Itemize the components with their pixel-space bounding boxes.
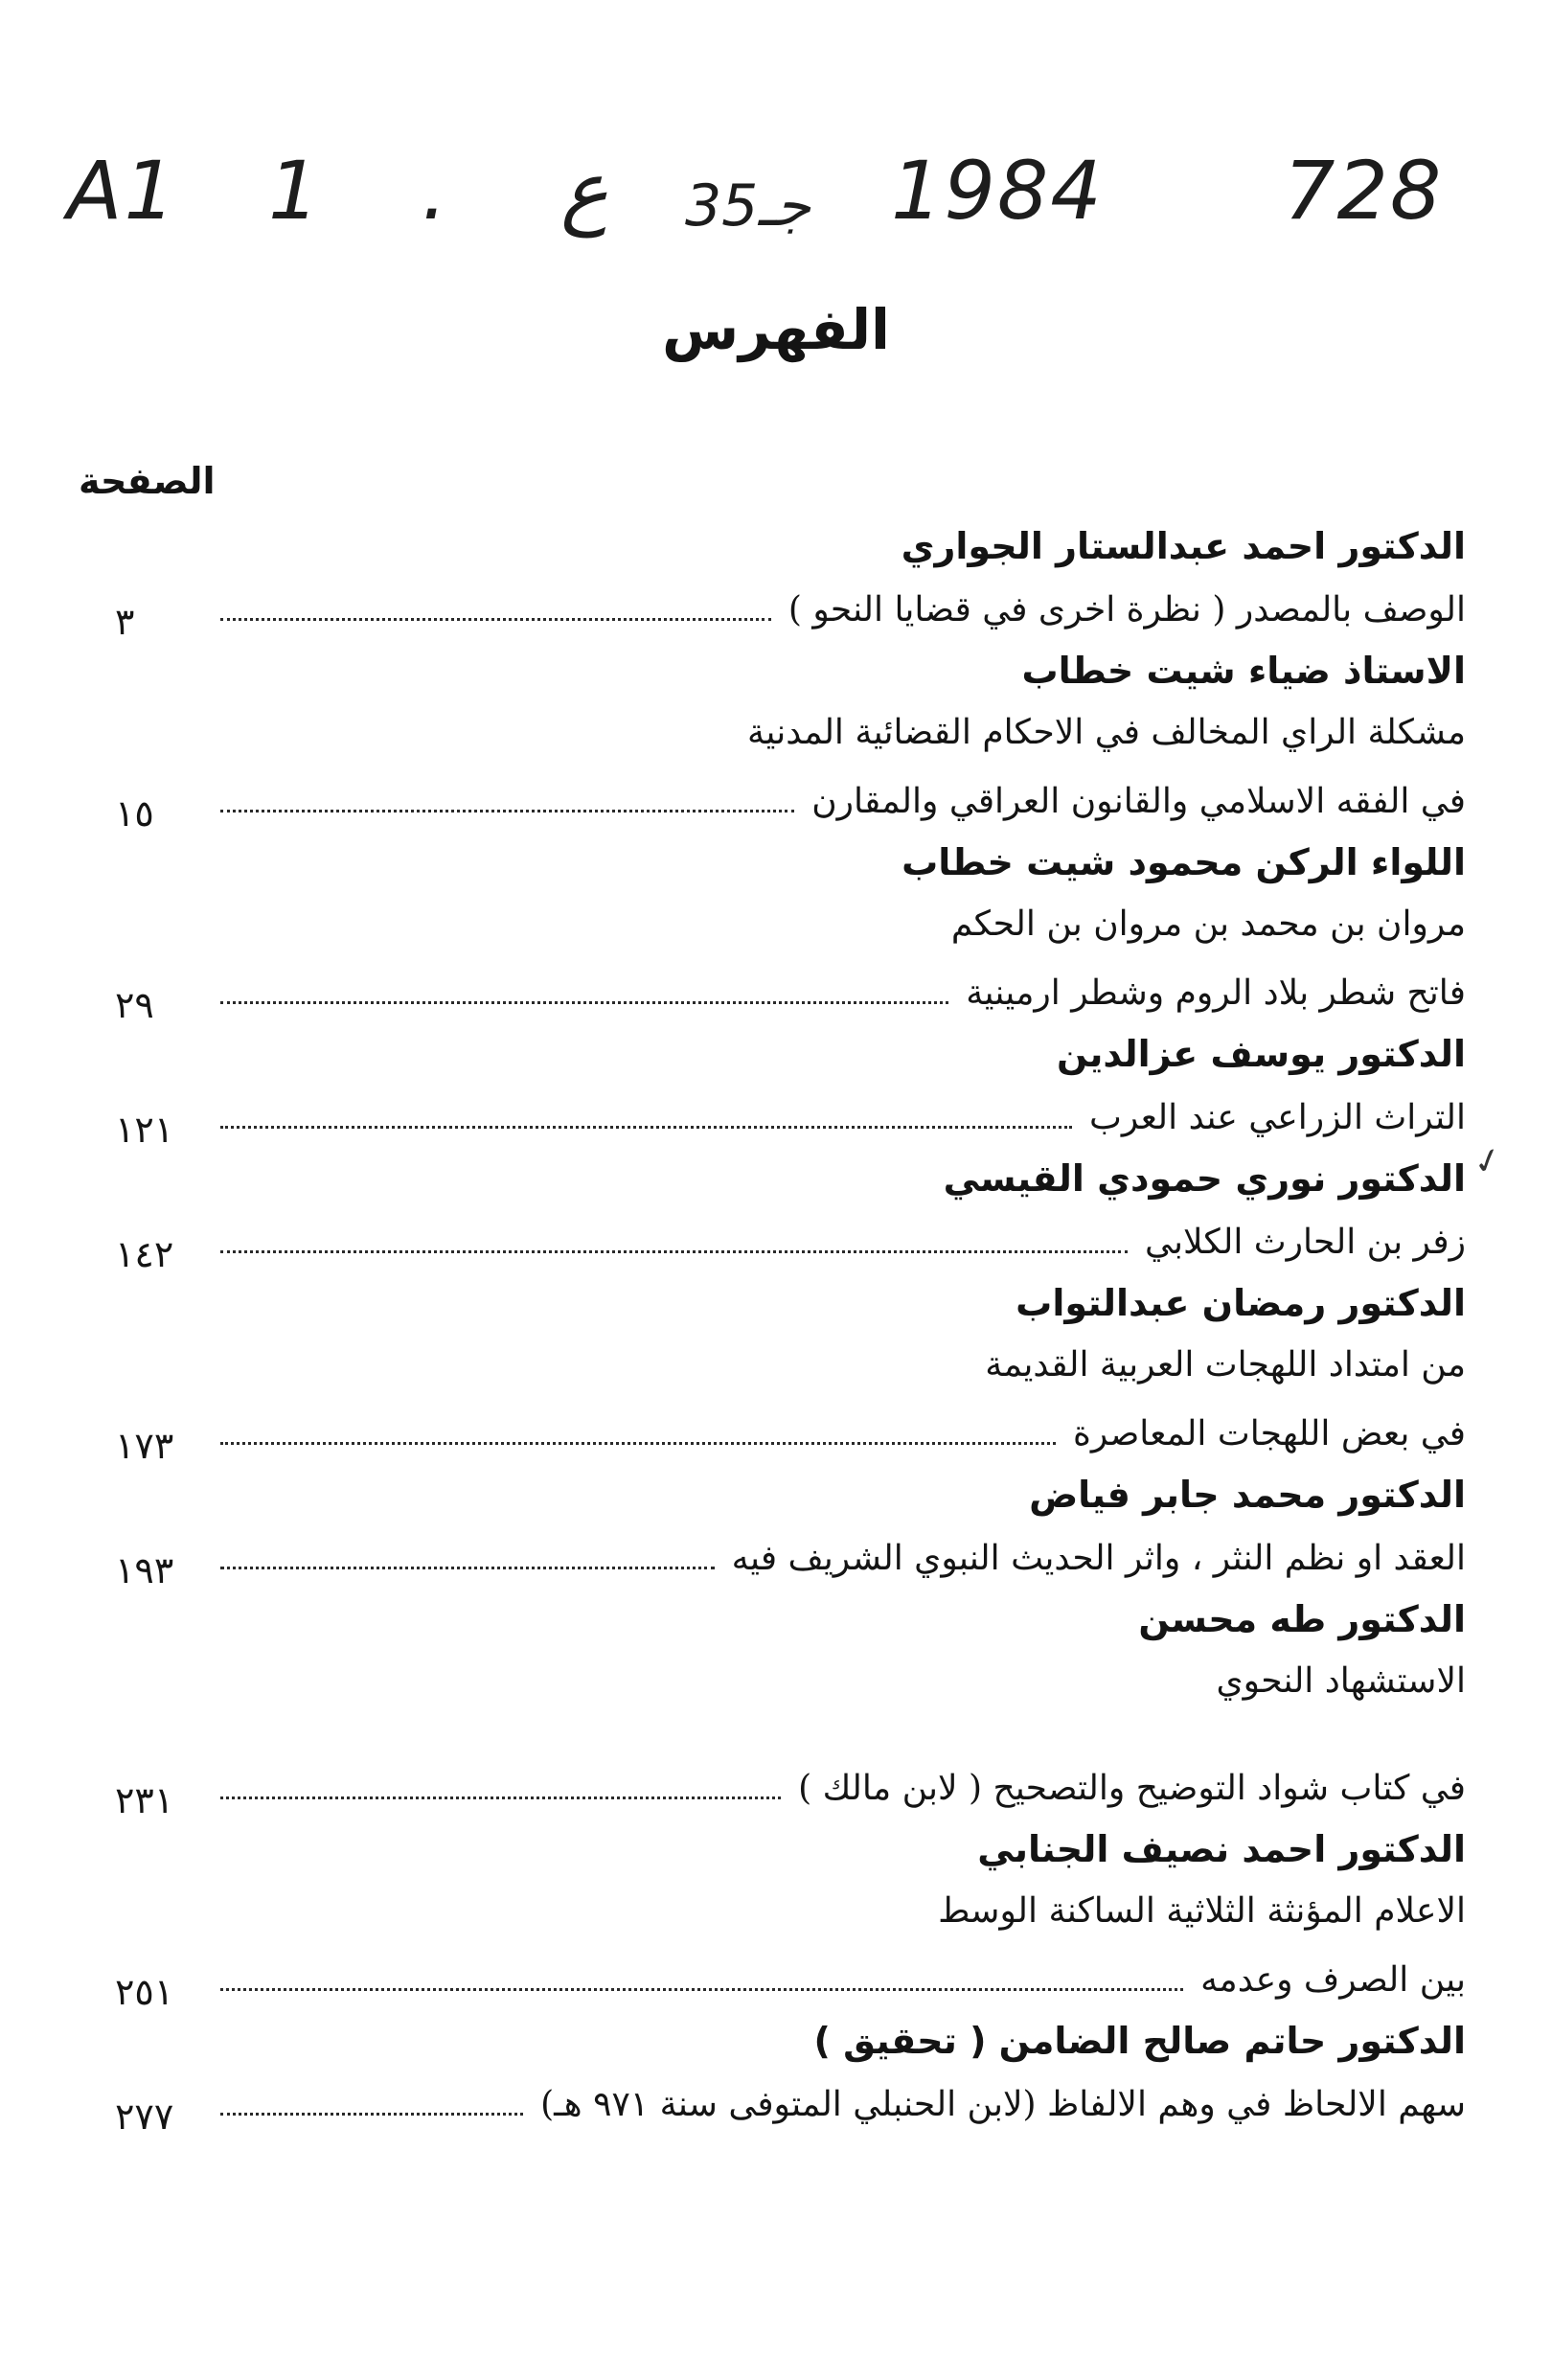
dot-leader <box>220 1400 1056 1445</box>
table-of-contents <box>96 517 1466 2137</box>
article-title-line <box>96 1878 1466 1945</box>
author-name: الدكتور طه محسن <box>1138 1598 1466 1640</box>
page-number: ٢٧٧ <box>115 2095 174 2138</box>
author-name: الدكتور رمضان عبدالتواب <box>1016 1282 1466 1324</box>
handwritten-code-part: ع <box>560 144 609 238</box>
article-title-text: سهم الالحاظ في وهم الالفاظ (لابن الحنبلي المتوفى سنة ٩٧١ هـ) <box>540 2085 1466 2124</box>
article-title-text: الاعلام المؤنثة الثلاثية الساكنة الوسط <box>938 1891 1466 1931</box>
handwritten-catalog-code <box>48 144 1456 268</box>
article-title-text: في كتاب شواد التوضيح والتصحيح ( لابن مالك ) <box>798 1769 1466 1808</box>
dot-leader <box>220 959 948 1004</box>
margin-check-mark-icon: ✓ <box>1469 1138 1507 1185</box>
page-number: ١٤٢ <box>115 1233 174 1275</box>
page-number: ٢٩ <box>115 984 154 1026</box>
author-name: الدكتور يوسف عزالدين <box>1056 1033 1466 1075</box>
article-title-text: من امتداد اللهجات العربية القديمة <box>985 1345 1466 1385</box>
author-name: الدكتور احمد نصيف الجنابي <box>977 1828 1466 1870</box>
dot-leader <box>220 1754 781 1799</box>
page-number: ١٧٣ <box>115 1425 174 1467</box>
article-title-line <box>96 958 1466 1025</box>
toc-entry <box>96 1274 1466 1466</box>
page-number: ٢٥١ <box>115 1971 174 2013</box>
article-title-text: التراث الزراعي عند العرب <box>1089 1098 1466 1137</box>
article-title-text: فاتح شطر بلاد الروم وشطر ارمينية <box>966 973 1466 1013</box>
toc-entry <box>96 1466 1466 1590</box>
handwritten-code-part: 1 <box>268 144 322 238</box>
dot-leader <box>220 2071 523 2116</box>
article-title-line <box>96 1083 1466 1150</box>
handwritten-code-part: 728 <box>1284 144 1444 238</box>
article-title-text: في الفقه الاسلامي والقانون العراقي والمقارن <box>811 782 1466 821</box>
article-title-line <box>96 699 1466 767</box>
author-name: الدكتور محمد جابر فياض <box>1029 1474 1466 1516</box>
page-number: ١٢١ <box>115 1109 174 1151</box>
handwritten-code-part: 1984 <box>891 144 1104 238</box>
page-number: ٣ <box>115 601 135 643</box>
article-title-text: مروان بن محمد بن مروان بن الحكم <box>950 904 1466 944</box>
author-name: الدكتور حاتم صالح الضامن ( تحقيق ) <box>813 2020 1466 2062</box>
article-title-line <box>96 767 1466 834</box>
dot-leader <box>220 1524 715 1569</box>
article-title-text: زفر بن الحارث الكلابي <box>1144 1223 1466 1262</box>
dot-leader <box>220 1946 1183 1991</box>
toc-entry <box>96 517 1466 642</box>
author-name: الدكتور نوري حمودي القيسي <box>943 1157 1466 1200</box>
article-title-line <box>96 1945 1466 2012</box>
handwritten-code-part: 35جـ <box>685 172 811 240</box>
article-title-line <box>96 1648 1466 1715</box>
author-name: الاستاذ ضياء شيت خطاب <box>1021 650 1466 692</box>
toc-entry <box>96 2012 1466 2137</box>
article-title-text: العقد او نظم النثر ، واثر الحديث النبوي الشريف فيه <box>731 1539 1466 1578</box>
page-number: ١٩٣ <box>115 1549 174 1591</box>
article-title-line <box>96 891 1466 958</box>
dot-leader <box>220 767 794 812</box>
handwritten-code-part: . <box>422 144 449 238</box>
dot-leader <box>220 1208 1128 1253</box>
article-title-text: الاستشهاد النحوي <box>1216 1661 1466 1701</box>
article-title-line <box>96 575 1466 642</box>
toc-entry <box>96 834 1466 1025</box>
article-title-text: بين الصرف وعدمه <box>1200 1960 1466 2000</box>
toc-entry <box>96 642 1466 834</box>
page-number: ٢٣١ <box>115 1779 174 1821</box>
article-title-text: الوصف بالمصدر ( نظرة اخرى في قضايا النحو ) <box>787 590 1466 629</box>
toc-entry <box>96 1590 1466 1820</box>
article-title-line <box>96 1332 1466 1399</box>
toc-entry <box>96 1820 1466 2012</box>
author-name: اللواء الركن محمود شيت خطاب <box>902 841 1466 883</box>
article-title-line <box>96 2070 1466 2137</box>
page-number-column-heading: الصفحة <box>79 460 216 502</box>
article-title-text: في بعض اللهجات المعاصرة <box>1072 1414 1466 1453</box>
page-number: ١٥ <box>115 792 154 835</box>
dot-leader <box>220 576 771 621</box>
toc-entry <box>96 1150 1466 1274</box>
author-name: الدكتور احمد عبدالستار الجواري <box>901 525 1466 567</box>
article-title-line <box>96 1753 1466 1820</box>
article-title-line <box>96 1207 1466 1274</box>
article-title-text: مشكلة الراي المخالف في الاحكام القضائية المدنية <box>747 713 1466 752</box>
article-title-line <box>96 1523 1466 1590</box>
dot-leader <box>220 1084 1072 1129</box>
article-title-line <box>96 1399 1466 1466</box>
handwritten-code-part: A1 <box>67 144 177 238</box>
toc-entry <box>96 1025 1466 1150</box>
page-title: الفهرس <box>662 297 890 362</box>
